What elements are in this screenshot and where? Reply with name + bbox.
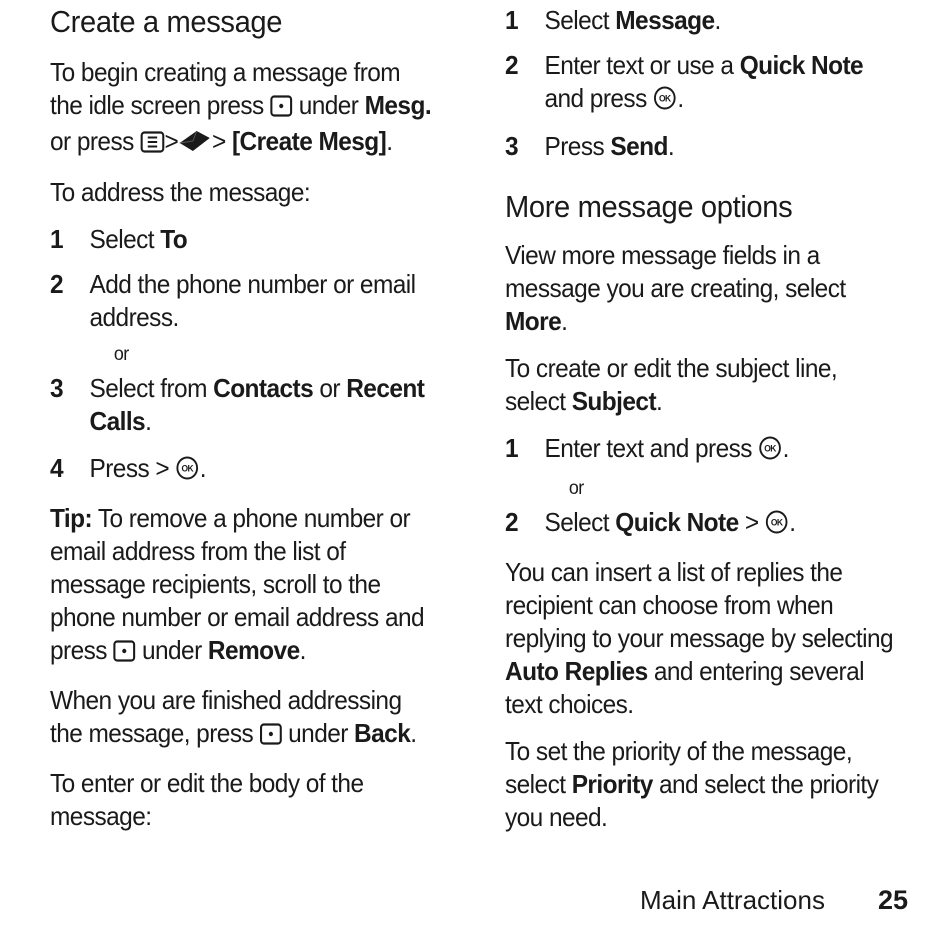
quick-note-option: Quick Note <box>615 507 739 537</box>
or-separator: or <box>113 344 129 365</box>
address-intro: To address the message: <box>50 177 311 207</box>
step-period: . <box>782 433 789 463</box>
step-text: Select from <box>89 373 207 403</box>
step-text: Enter text or use a <box>544 50 734 80</box>
ok-key-icon <box>758 435 782 468</box>
softkey-button-icon <box>113 637 136 670</box>
more-fields-text: View more message fields in a message you are creating, select <box>505 240 846 303</box>
tip-under: under <box>141 635 202 665</box>
page-number: 25 <box>878 885 909 915</box>
softkey-button-icon <box>259 720 282 753</box>
svg-text:OK: OK <box>771 517 783 528</box>
intro-paragraph <box>50 56 435 161</box>
remove-softkey-label: Remove <box>207 635 300 665</box>
step-text: Select <box>544 507 610 537</box>
subject-period: . <box>656 386 663 416</box>
more-option: More <box>505 306 562 336</box>
footer-section-title: Main Attractions <box>640 885 825 915</box>
step-number: 2 <box>505 507 519 537</box>
step-separator: > <box>744 507 759 537</box>
menu-key-icon <box>140 128 164 161</box>
step-number: 2 <box>50 269 64 299</box>
address-step-3 <box>50 372 435 438</box>
more-period: . <box>561 306 568 336</box>
finished-text: When you are finished addressing the message, press <box>50 685 402 748</box>
priority-end: and select the priority you need. <box>505 769 879 832</box>
mesg-softkey-label: Mesg. <box>364 90 432 120</box>
intro-period: . <box>386 126 393 156</box>
step-period: . <box>667 131 675 161</box>
contacts-option: Contacts <box>213 373 314 403</box>
auto-replies-text: You can insert a list of replies the recipient can choose from when replying to your message by selecting <box>505 557 894 653</box>
section-heading-more-options: More message options <box>505 189 793 224</box>
body-step-2 <box>505 49 900 118</box>
finished-under: under <box>288 718 348 748</box>
tip-label: Tip: <box>50 503 93 533</box>
step-number: 3 <box>50 373 64 403</box>
step-period: . <box>677 83 684 113</box>
more-fields-paragraph <box>505 239 900 338</box>
priority-option: Priority <box>571 769 653 799</box>
priority-text: To set the priority of the message, select <box>505 736 853 799</box>
intro-sep-1: > <box>164 126 179 156</box>
back-softkey-label: Back <box>354 718 411 748</box>
subject-step-1 <box>505 432 900 468</box>
step-number: 2 <box>505 50 519 80</box>
step-text: Add the phone number or email address. <box>89 269 416 332</box>
body-step-3 <box>505 130 900 163</box>
address-step-2 <box>50 268 435 334</box>
intro-or-press: or press <box>50 126 134 156</box>
message-field-label: Message <box>615 5 715 35</box>
svg-text:OK: OK <box>181 463 194 474</box>
send-option: Send <box>610 131 668 161</box>
intro-sep-2: > <box>212 126 226 156</box>
step-period: . <box>714 5 721 35</box>
tip-paragraph <box>50 502 435 670</box>
body-intro: To enter or edit the body of the message: <box>50 768 364 831</box>
step-text: Press > <box>89 453 170 483</box>
step-text: Enter text and press <box>544 433 752 463</box>
finished-period: . <box>410 718 417 748</box>
step-text: Press <box>544 131 605 161</box>
finished-paragraph <box>50 684 435 753</box>
subject-text: To create or edit the subject line, select <box>505 353 838 416</box>
auto-replies-paragraph <box>505 556 900 721</box>
svg-text:OK: OK <box>764 443 777 454</box>
ok-key-icon <box>765 509 789 542</box>
subject-step-2 <box>505 506 900 542</box>
step-text: Select <box>544 5 610 35</box>
create-mesg-option: [Create Mesg] <box>231 126 387 156</box>
subject-option: Subject <box>571 386 657 416</box>
step-period: . <box>199 453 206 483</box>
body-step-1 <box>505 4 900 37</box>
softkey-button-icon <box>270 92 293 125</box>
quick-note-option: Quick Note <box>739 50 864 80</box>
recent-calls-option: Recent Calls <box>89 373 425 436</box>
ok-key-icon <box>653 85 677 118</box>
step-period: . <box>145 406 152 436</box>
step-number: 1 <box>505 433 519 463</box>
address-step-4 <box>50 452 435 488</box>
step-period: . <box>789 507 796 537</box>
or-separator: or <box>568 478 584 499</box>
step-number: 1 <box>50 224 64 254</box>
intro-under: under <box>298 90 359 120</box>
messages-envelope-icon <box>178 128 212 161</box>
step-number: 3 <box>505 131 519 161</box>
auto-replies-end: and entering several text choices. <box>505 656 865 719</box>
tip-period: . <box>299 635 306 665</box>
step-text-or: or <box>319 373 340 403</box>
right-column <box>505 0 900 834</box>
svg-text:OK: OK <box>659 93 671 104</box>
subject-paragraph <box>505 352 900 418</box>
auto-replies-option: Auto Replies <box>505 656 648 686</box>
left-column <box>50 0 435 833</box>
ok-key-icon <box>175 455 199 488</box>
tip-text: To remove a phone number or email address from the list of message recipients, scroll to the phone number or email address and press <box>50 503 425 665</box>
priority-paragraph <box>505 735 900 834</box>
intro-text: To begin creating a message from the idle screen press <box>50 57 401 120</box>
step-number: 4 <box>50 453 64 483</box>
step-number: 1 <box>505 5 519 35</box>
section-heading-create-message: Create a message <box>50 4 283 39</box>
step-text-and-press: and press <box>544 83 647 113</box>
to-field-label: To <box>160 224 188 254</box>
step-text: Select <box>89 224 155 254</box>
address-step-1 <box>50 223 435 256</box>
